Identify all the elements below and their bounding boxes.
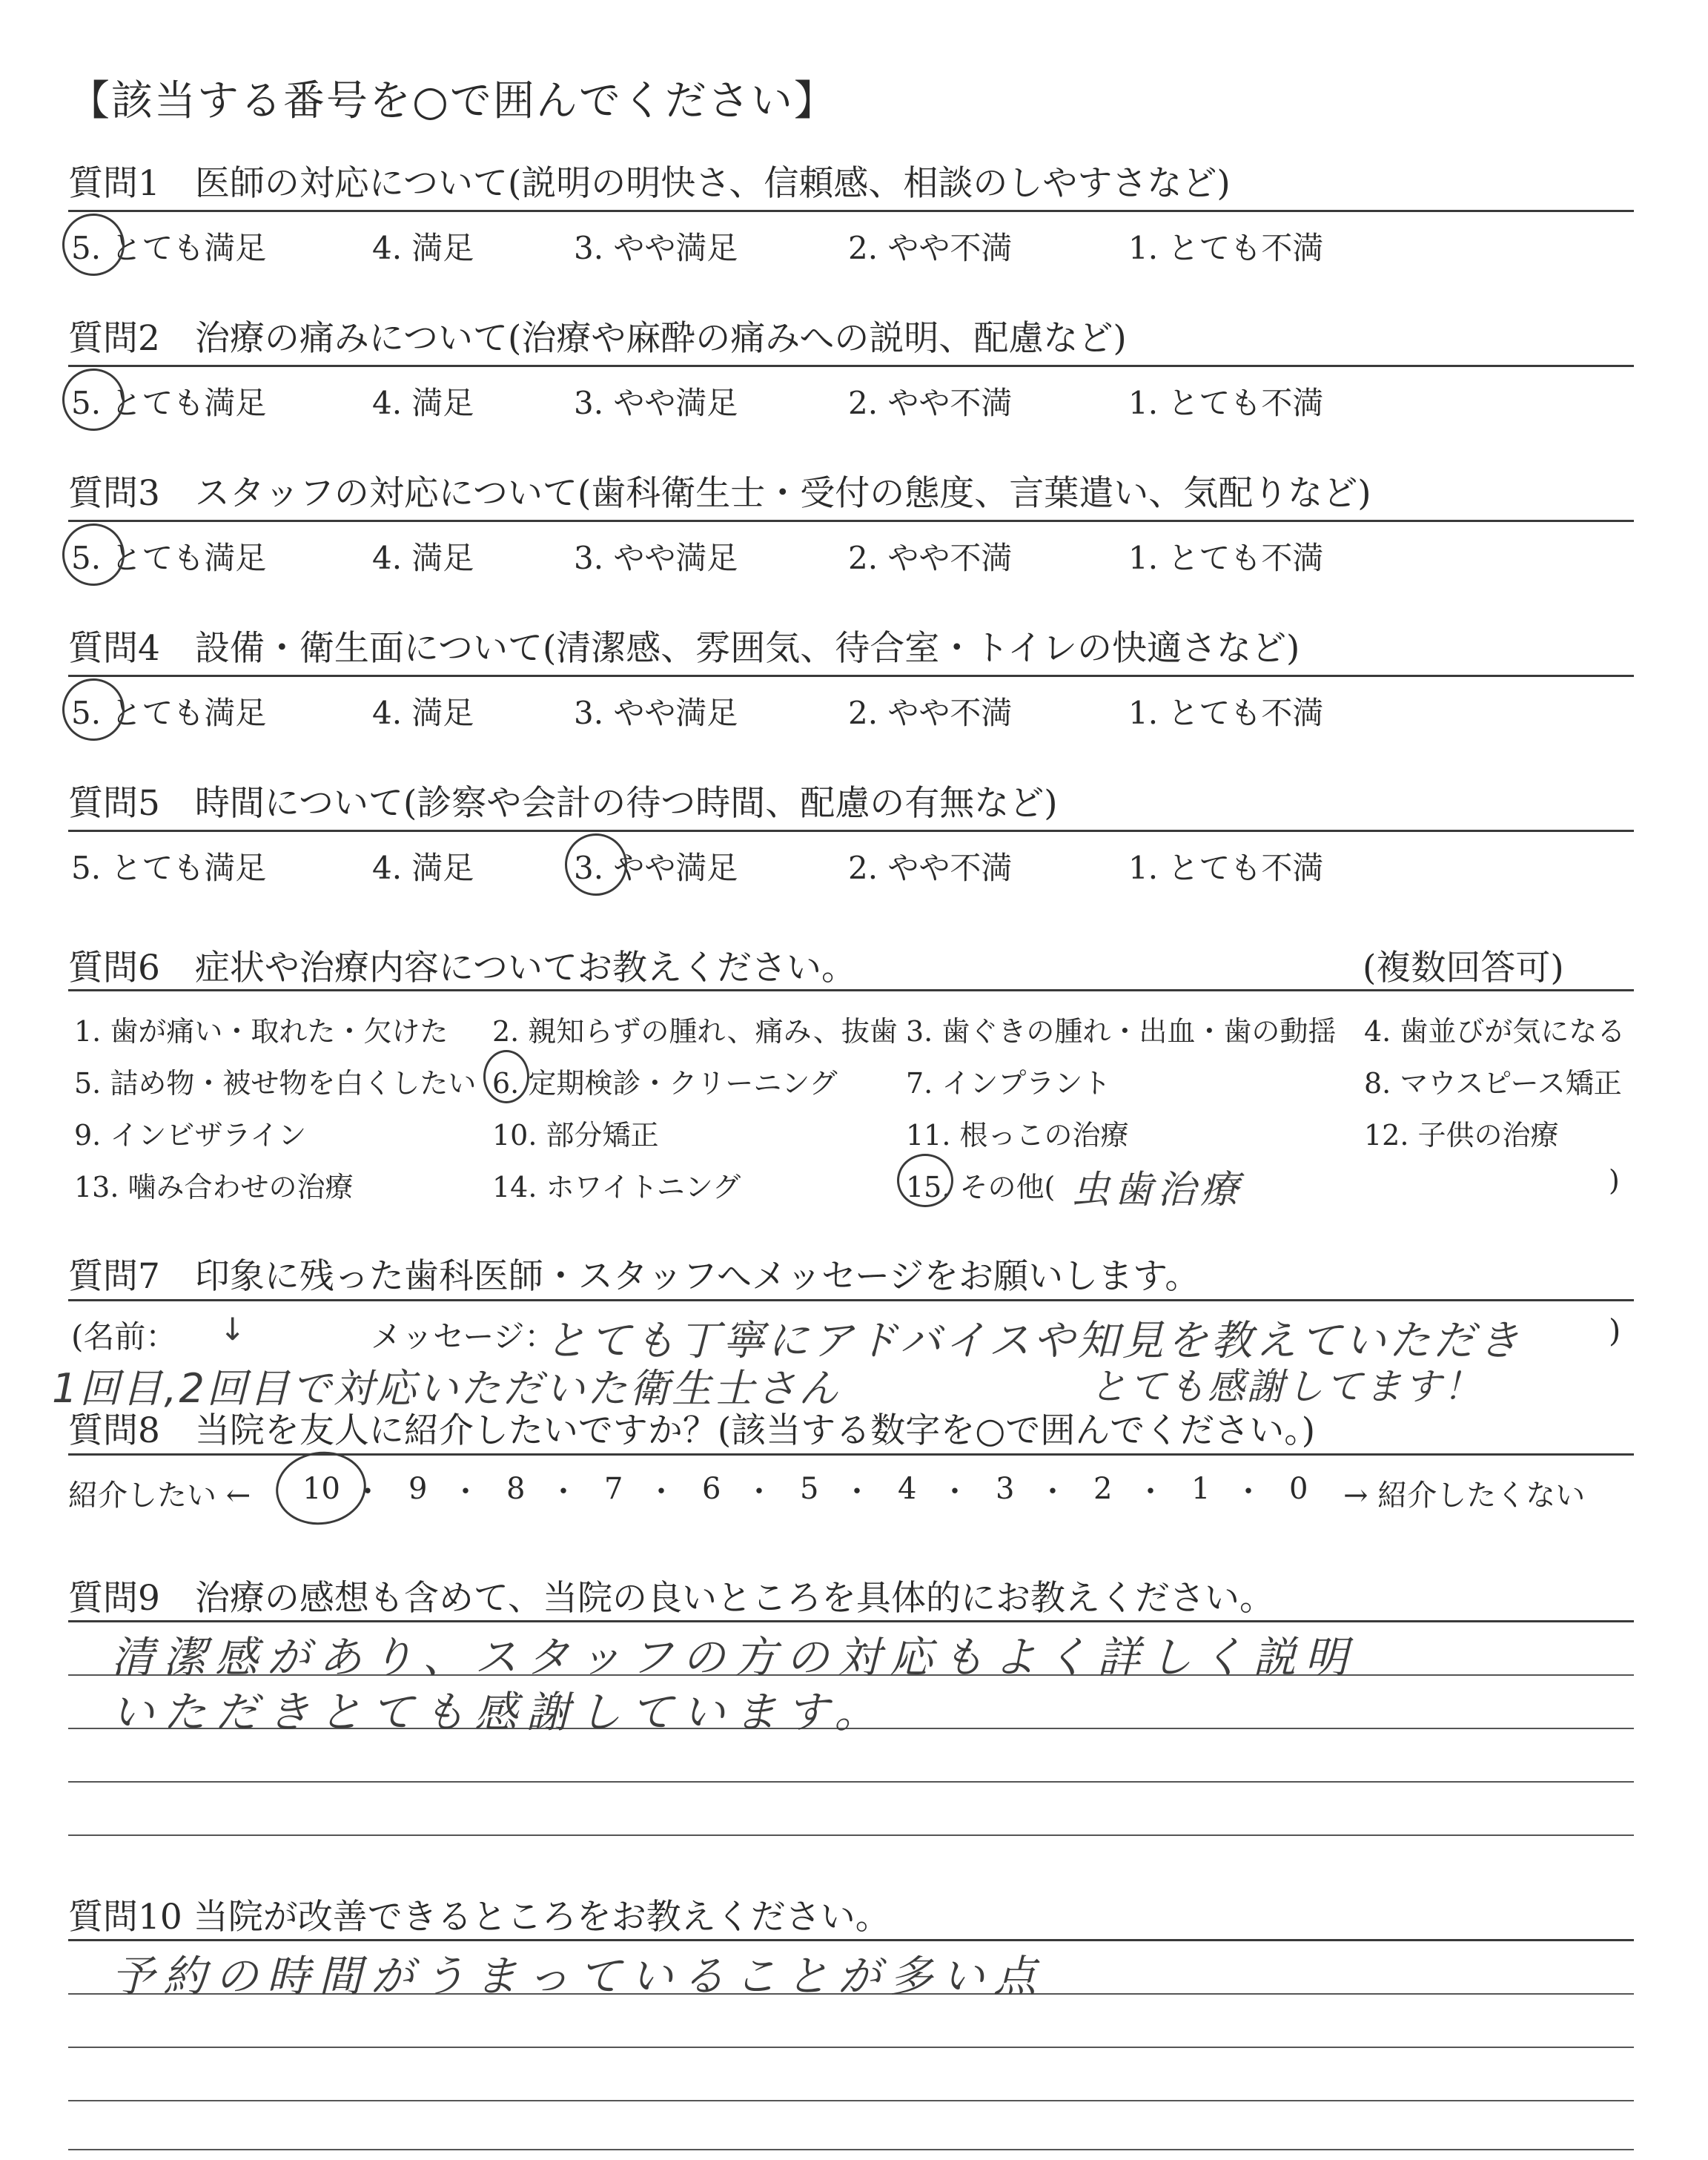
q3-option-2[interactable]: 2. やや不満 xyxy=(848,540,1013,576)
q5-selection-circle xyxy=(559,828,633,902)
q6-item-1[interactable]: 1. 歯が痛い・取れた・欠けた xyxy=(74,1015,448,1048)
q6-note: (複数回答可) xyxy=(1363,948,1564,988)
q2-selection-circle xyxy=(56,363,130,437)
q8-scale-9[interactable]: 9 xyxy=(408,1472,428,1506)
q4-option-5[interactable]: 5. とても満足 xyxy=(71,695,267,731)
q1-title: 質問1 医師の対応について(説明の明快さ、信頼感、相談のしやすさなど) xyxy=(68,163,1231,204)
q3-option-1[interactable]: 1. とても不満 xyxy=(1128,540,1324,576)
q6-item-14[interactable]: 14. ホワイトニング xyxy=(492,1171,741,1203)
q10-answer-line1: 予約の時間がうまっていることが多い点 xyxy=(111,1951,1046,2001)
q8-scale-0[interactable]: 0 xyxy=(1289,1472,1308,1506)
q5-title: 質問5 時間について(診察や会計の待つ時間、配慮の有無など) xyxy=(68,783,1058,824)
q8-scale-7[interactable]: 7 xyxy=(604,1472,623,1506)
q6-other-answer: 虫歯治療 xyxy=(1071,1168,1244,1212)
q9-answer-line1: 清潔感があり、スタッフの方の対応もよく詳しく説明 xyxy=(111,1632,1357,1682)
q6-item-7[interactable]: 7. インプラント xyxy=(906,1067,1111,1100)
q7-message-line1: とても丁寧にアドバイスや知見を教えていただき xyxy=(545,1317,1523,1365)
q8-scale-separator: ・ xyxy=(842,1475,872,1509)
q6-selection-circle-15 xyxy=(897,1154,953,1207)
q8-scale-5[interactable]: 5 xyxy=(800,1472,819,1506)
q8-scale-separator: ・ xyxy=(646,1475,676,1509)
q8-scale-2[interactable]: 2 xyxy=(1093,1472,1113,1506)
q9-title: 質問9 治療の感想も含めて、当院の良いところを具体的にお教えください。 xyxy=(68,1578,1274,1619)
q7-message-line2: とても感謝してます！ xyxy=(1090,1365,1483,1408)
q8-scale-separator: ・ xyxy=(353,1475,383,1509)
q9-answer-line2: いただきとても感謝しています。 xyxy=(111,1687,887,1737)
q3-option-3[interactable]: 3. やや満足 xyxy=(574,540,738,576)
q6-other-close-paren: ) xyxy=(1609,1164,1620,1197)
q8-scale-10[interactable]: 10 xyxy=(302,1472,340,1506)
q7-name-label: (名前： xyxy=(71,1318,177,1355)
q6-item-15[interactable]: 15. その他( xyxy=(906,1171,1056,1203)
q6-item-5[interactable]: 5. 詰め物・被せ物を白くしたい xyxy=(74,1067,477,1100)
q8-scale-separator: ・ xyxy=(940,1475,970,1509)
q4-option-2[interactable]: 2. やや不満 xyxy=(848,695,1013,731)
q4-option-1[interactable]: 1. とても不満 xyxy=(1128,695,1324,731)
q6-item-10[interactable]: 10. 部分矯正 xyxy=(492,1119,659,1152)
q6-item-11[interactable]: 11. 根っこの治療 xyxy=(906,1119,1129,1152)
q8-selection-circle xyxy=(271,1446,371,1530)
q8-scale-8[interactable]: 8 xyxy=(506,1472,526,1506)
q6-item-3[interactable]: 3. 歯ぐきの腫れ・出血・歯の動揺 xyxy=(906,1015,1337,1048)
q4-selection-circle xyxy=(56,673,130,747)
q1-option-2[interactable]: 2. やや不満 xyxy=(848,230,1013,266)
q8-scale-4[interactable]: 4 xyxy=(898,1472,917,1506)
q8-scale-separator: ・ xyxy=(549,1475,578,1509)
q5-option-2[interactable]: 2. やや不満 xyxy=(848,850,1013,886)
q1-option-3[interactable]: 3. やや満足 xyxy=(574,230,738,266)
q8-left-label: 紹介したい ← xyxy=(68,1479,251,1513)
q6-item-8[interactable]: 8. マウスピース矯正 xyxy=(1364,1067,1622,1100)
q4-option-3[interactable]: 3. やや満足 xyxy=(574,695,738,731)
q6-item-9[interactable]: 9. インビザライン xyxy=(74,1119,307,1152)
q3-title: 質問3 スタッフの対応について(歯科衛生士・受付の態度、言葉遣い、気配りなど) xyxy=(68,473,1371,514)
q8-scale-6[interactable]: 6 xyxy=(702,1472,721,1506)
q8-scale-separator: ・ xyxy=(1038,1475,1068,1509)
q1-selection-circle xyxy=(56,208,130,282)
q8-scale-separator: ・ xyxy=(1136,1475,1165,1509)
q7-close-paren: ) xyxy=(1609,1312,1621,1349)
q2-option-5[interactable]: 5. とても満足 xyxy=(71,385,267,421)
q5-option-4[interactable]: 4. 満足 xyxy=(372,850,474,886)
q2-option-1[interactable]: 1. とても不満 xyxy=(1128,385,1324,421)
q8-scale-separator: ・ xyxy=(744,1475,774,1509)
q5-option-1[interactable]: 1. とても不満 xyxy=(1128,850,1324,886)
q6-title: 質問6 症状や治療内容についてお教えください。 xyxy=(68,948,856,988)
q6-selection-circle-6 xyxy=(483,1050,529,1103)
q1-option-5[interactable]: 5. とても満足 xyxy=(71,230,267,266)
q8-title: 質問8 当院を友人に紹介したいですか？(該当する数字を○で囲んでください。) xyxy=(68,1410,1316,1451)
q7-message-label: メッセージ： xyxy=(371,1318,556,1355)
q6-item-12[interactable]: 12. 子供の治療 xyxy=(1364,1119,1559,1152)
q10-title: 質問10 当院が改善できるところをお教えください。 xyxy=(68,1897,890,1938)
q5-option-5[interactable]: 5. とても満足 xyxy=(71,850,267,886)
q3-option-4[interactable]: 4. 満足 xyxy=(372,540,474,576)
q2-option-3[interactable]: 3. やや満足 xyxy=(574,385,738,421)
q2-title: 質問2 治療の痛みについて(治療や麻酔の痛みへの説明、配慮など) xyxy=(68,318,1127,359)
q8-scale-separator: ・ xyxy=(1234,1475,1263,1509)
q4-option-4[interactable]: 4. 満足 xyxy=(372,695,474,731)
q1-option-4[interactable]: 4. 満足 xyxy=(372,230,474,266)
q8-scale-1[interactable]: 1 xyxy=(1191,1472,1211,1506)
q6-item-4[interactable]: 4. 歯並びが気になる xyxy=(1364,1015,1626,1048)
q5-option-3[interactable]: 3. やや満足 xyxy=(574,850,738,886)
q3-option-5[interactable]: 5. とても満足 xyxy=(71,540,267,576)
q7-name-answer: 1回目,2回目で対応いただいた衛生士さん xyxy=(52,1365,841,1412)
form-header: 【該当する番号を○で囲んでください】 xyxy=(68,77,837,125)
q6-item-13[interactable]: 13. 噛み合わせの治療 xyxy=(74,1171,354,1203)
q8-scale-separator: ・ xyxy=(451,1475,480,1509)
q6-item-6[interactable]: 6. 定期検診・クリーニング xyxy=(492,1067,838,1100)
q2-option-4[interactable]: 4. 満足 xyxy=(372,385,474,421)
q7-arrow: ↓ xyxy=(219,1311,254,1347)
q3-selection-circle xyxy=(56,518,130,592)
q7-title: 質問7 印象に残った歯科医師・スタッフへメッセージをお願いします。 xyxy=(68,1256,1200,1297)
q8-right-label: → 紹介したくない xyxy=(1343,1479,1586,1513)
q1-option-1[interactable]: 1. とても不満 xyxy=(1128,230,1324,266)
q8-scale-3[interactable]: 3 xyxy=(996,1472,1015,1506)
q4-title: 質問4 設備・衛生面について(清潔感、雰囲気、待合室・トイレの快適さなど) xyxy=(68,628,1300,669)
q2-option-2[interactable]: 2. やや不満 xyxy=(848,385,1013,421)
q6-item-2[interactable]: 2. 親知らずの腫れ、痛み、抜歯 xyxy=(492,1015,898,1048)
